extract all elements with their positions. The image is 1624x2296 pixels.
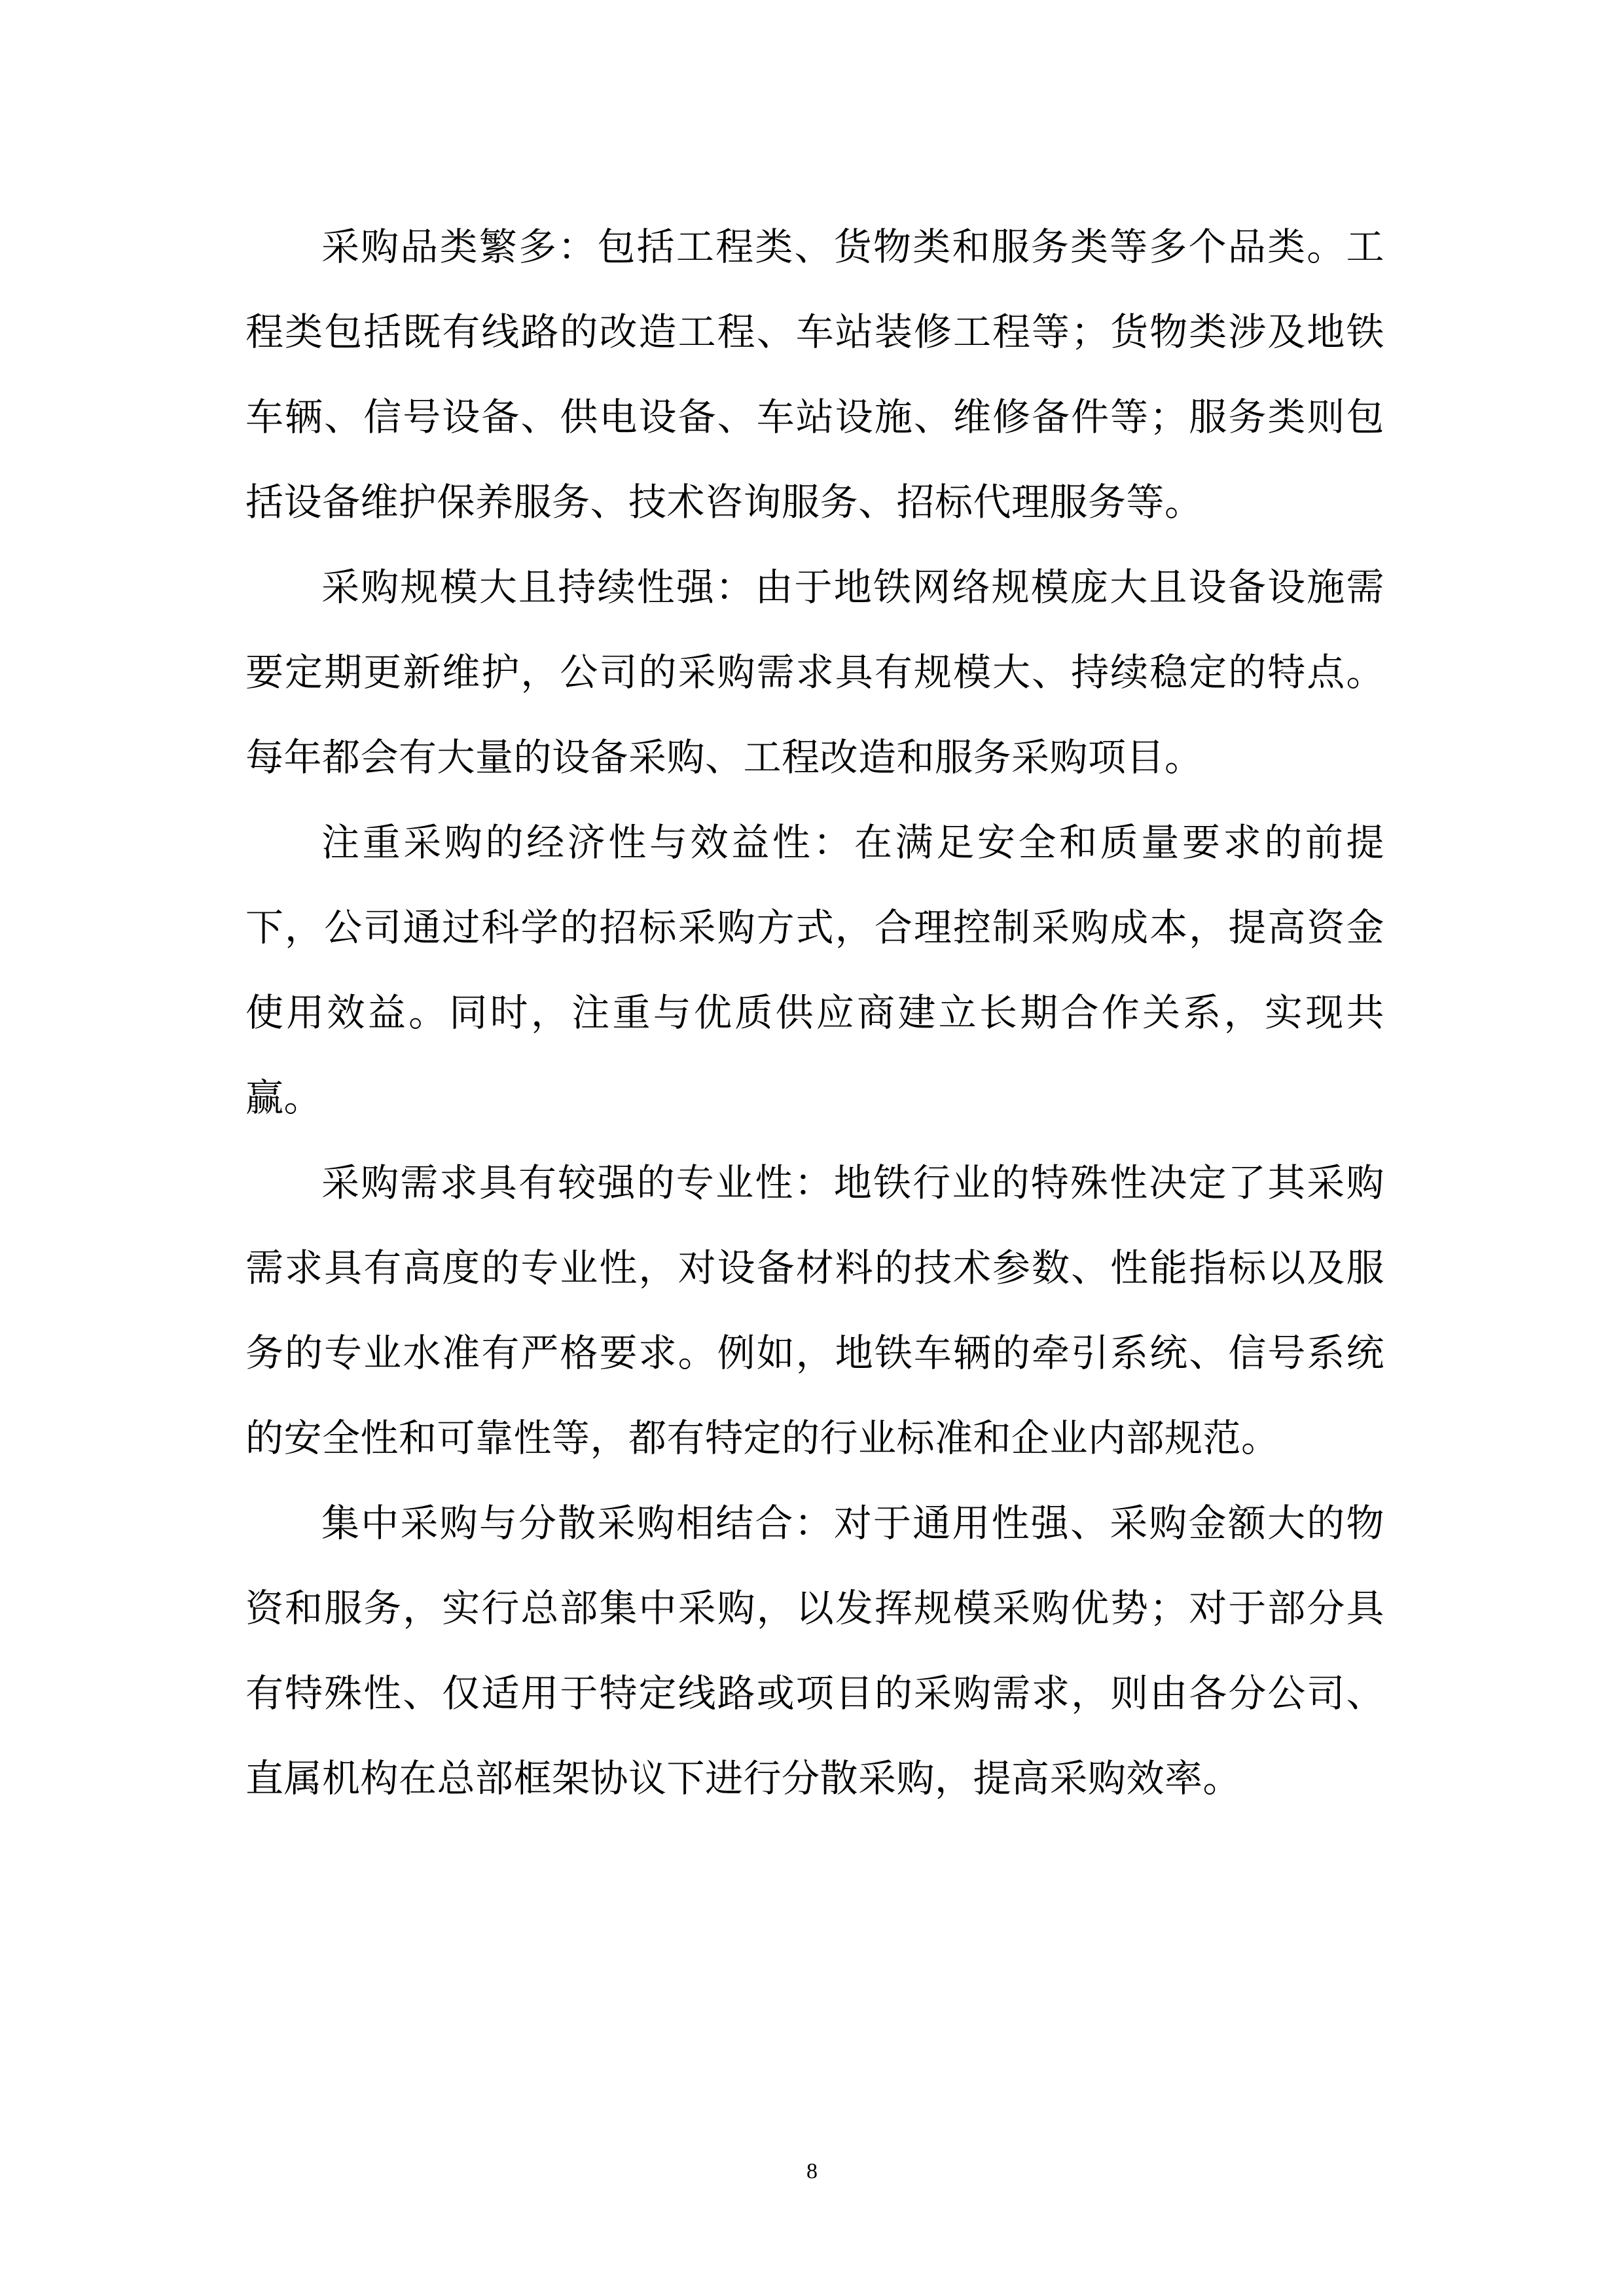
paragraph-procurement-professionalism: 采购需求具有较强的专业性：地铁行业的特殊性决定了其采购需求具有高度的专业性，对设备材料的技术参数、性能指标以及服务的专业水准有严格要求。例如，地铁车辆的牵引系统、信号系统的安全性和可靠性等，都有特定的行业标准和企业内部规范。 xyxy=(245,1160,1384,1460)
paragraph-procurement-scale: 采购规模大且持续性强：由于地铁网络规模庞大且设备设施需要定期更新维护，公司的采购需求具有规模大、持续稳定的特点。每年都会有大量的设备采购、工程改造和服务采购项目。 xyxy=(245,565,1384,780)
page-number: 8 xyxy=(806,2159,818,2183)
paragraph-procurement-economy: 注重采购的经济性与效益性：在满足安全和质量要求的前提下，公司通过科学的招标采购方式，合理控制采购成本，提高资金使用效益。同时，注重与优质供应商建立长期合作关系，实现共赢。 xyxy=(245,820,1384,1120)
paragraph-centralized-decentralized: 集中采购与分散采购相结合：对于通用性强、采购金额大的物资和服务，实行总部集中采购，以发挥规模采购优势；对于部分具有特殊性、仅适用于特定线路或项目的采购需求，则由各分公司、直属机构在总部框架协议下进行分散采购，提高采购效率。 xyxy=(245,1501,1384,1801)
page-body xyxy=(245,204,1384,1821)
paragraph-procurement-categories: 采购品类繁多：包括工程类、货物类和服务类等多个品类。工程类包括既有线路的改造工程、车站装修工程等；货物类涉及地铁车辆、信号设备、供电设备、车站设施、维修备件等；服务类则包括设备维护保养服务、技术咨询服务、招标代理服务等。 xyxy=(245,224,1384,524)
